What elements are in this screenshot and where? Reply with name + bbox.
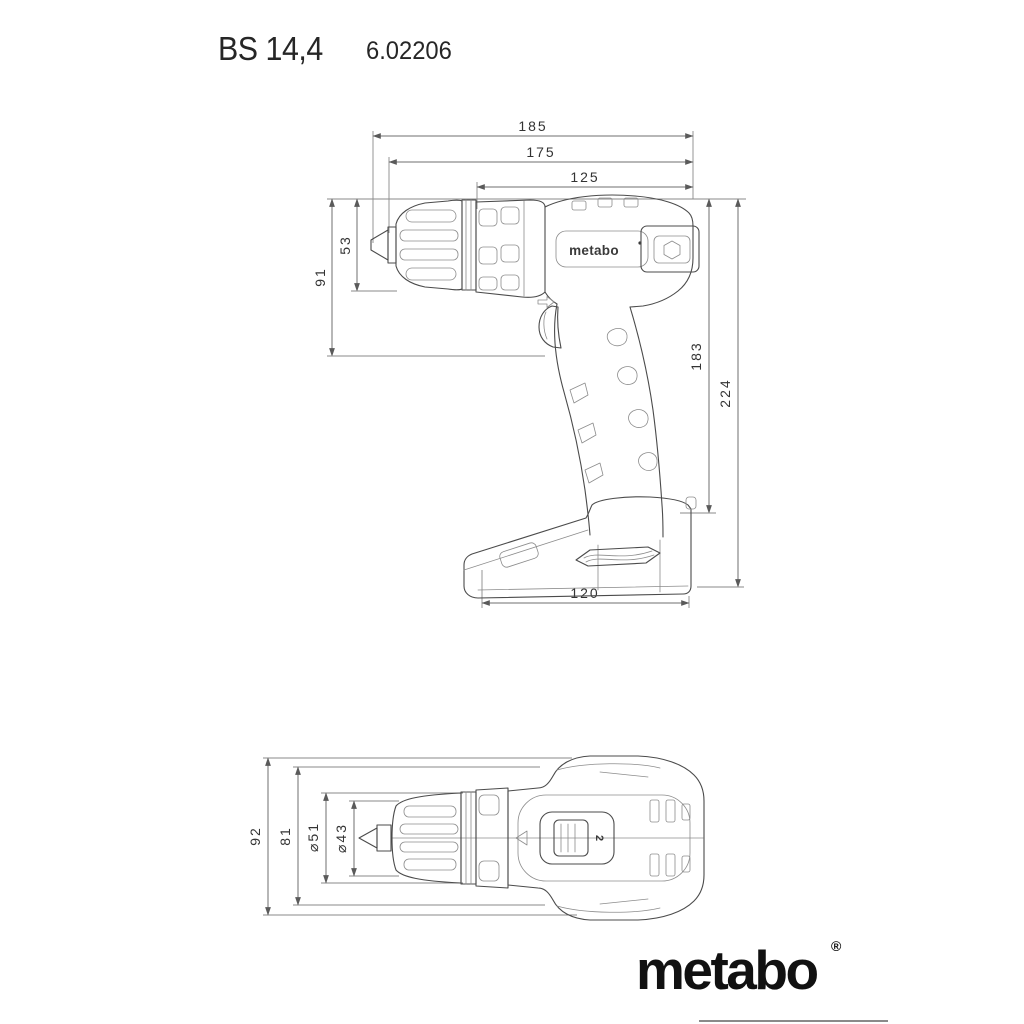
dim-height-to-handle-base xyxy=(680,199,716,513)
drill-body-logo: metabo xyxy=(569,243,619,258)
logo-underline xyxy=(699,1020,888,1022)
dim-label-224: 224 xyxy=(717,378,733,408)
dim-label-81: 81 xyxy=(277,826,293,846)
dim-label-185: 185 xyxy=(518,118,548,134)
drill-top-view-drawing xyxy=(240,735,720,935)
dim-label-d43: ⌀43 xyxy=(333,822,349,854)
dim-label-92: 92 xyxy=(247,826,263,846)
dim-label-125: 125 xyxy=(570,169,600,185)
registered-trademark-icon: ® xyxy=(831,938,842,954)
dim-width-total xyxy=(247,758,577,915)
dim-label-d51: ⌀51 xyxy=(305,821,321,853)
dim-chuck-front-diameter xyxy=(333,801,399,876)
dim-label-53: 53 xyxy=(337,235,353,255)
dim-height-total xyxy=(697,199,744,587)
page-title: BS 14,4 xyxy=(218,30,323,67)
dim-label-183: 183 xyxy=(688,341,704,371)
dim-label-120: 120 xyxy=(570,585,600,601)
drill-side-view-drawing xyxy=(250,110,760,630)
dim-length-to-chuck xyxy=(389,144,693,162)
top-dimensions xyxy=(247,758,577,915)
article-number: 6.02206 xyxy=(366,37,452,65)
metabo-logo: metabo xyxy=(636,939,817,1001)
dim-housing-length xyxy=(477,169,693,187)
drill-side-artwork xyxy=(371,195,699,598)
dim-front-height xyxy=(312,199,545,356)
drill-top-artwork xyxy=(359,756,704,920)
gear-selector-label: 2 xyxy=(593,834,605,842)
dim-length-total xyxy=(373,118,693,136)
dim-label-91: 91 xyxy=(312,267,328,287)
dim-label-175: 175 xyxy=(526,144,556,160)
